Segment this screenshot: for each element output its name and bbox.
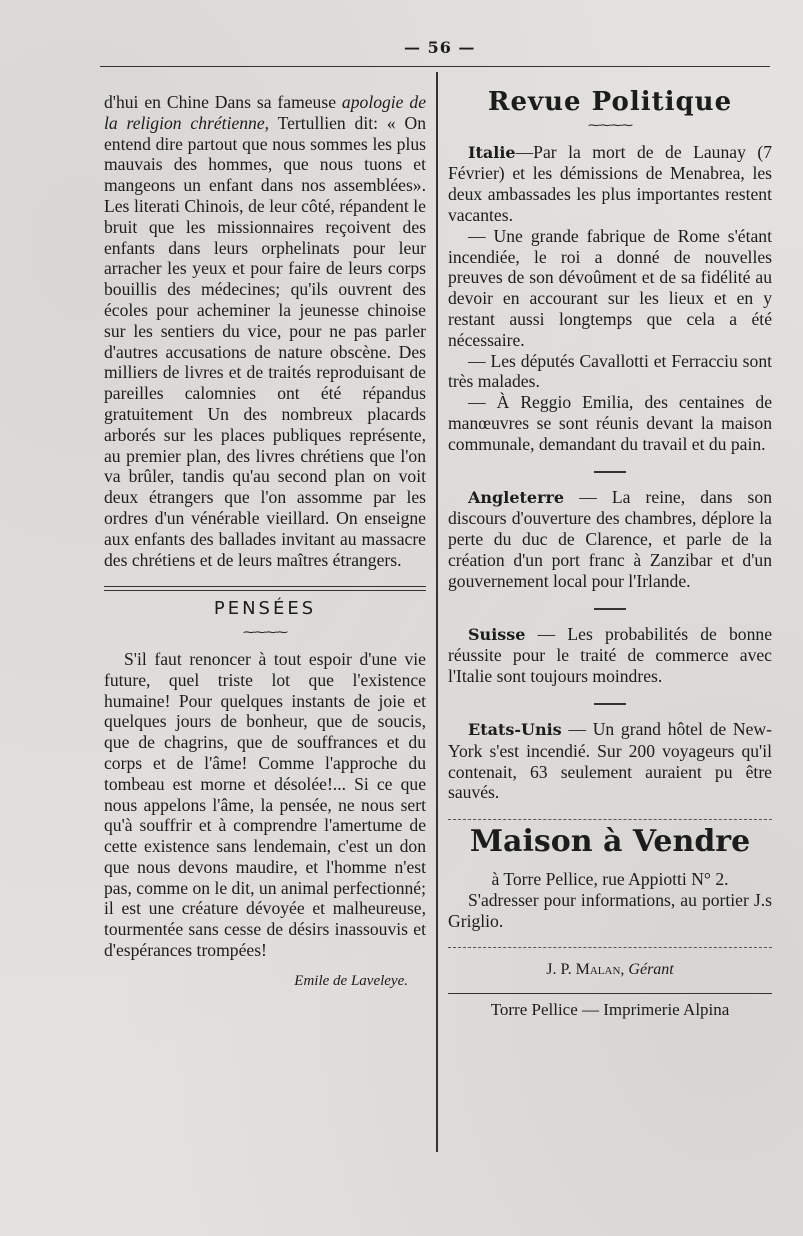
suisse-news <box>448 624 772 687</box>
pensees-heading: PENSÉES <box>213 598 317 620</box>
italie-news <box>448 142 772 226</box>
wavy-rule <box>448 819 772 820</box>
news-text: —Par la mort de de Launay (7 Février) et les démissions de Menabrea, les deux ambassades les plus importantes restent vacantes. <box>448 141 772 225</box>
maison-a-vendre-heading: Maison à Vendre <box>469 824 751 860</box>
top-rule <box>100 66 770 67</box>
short-rule <box>594 471 626 473</box>
paragraph-text-cont: Tertullien dit: « On entend dire partout que nous sommes les plus mauvais des hommes, que nous tuons et mangeons un enfant dans nos assemblées». Les literati Chinois, de leur côté, répandent le bruit que les missionnaires reçoivent des enfants dans leurs orphelinats pour leur arracher les yeux et pour faire de leurs corps bouillis des médecines; qu'ils ouvrent des écoles pour acheminer la jeunesse chinoise sur les sentiers du vice, pour ne pas parler d'autres accusations de nature obscène. Des milliers de livres et de traités reproduisant de pareilles calomnies ont été répandus gratuitement Un des nombreux placards arborés sur les places publiques représente, au premier plan, des livres chrétiens que l'on va brûler, tandis qu'au second plan on voit deux étrangers que l'on assomme par les ordres d'un vénérable vieillard. On enseigne aux enfants des ballades invitant au massacre des chrétiens et de leurs maîtres étrangers. <box>104 112 426 570</box>
short-rule <box>594 703 626 705</box>
page-number: — 56 — <box>404 38 476 57</box>
wavy-rule <box>448 947 772 948</box>
news-text: — Les probabilités de bonne réussite pour le traité de commerce avec l'Italie sont toujours moindres. <box>448 623 772 687</box>
maison-contact: S'adresser pour informations, au portier J.s Griglio. <box>448 889 772 931</box>
italie-news-2: — Une grande fabrique de Rome s'étant incendiée, le roi a donné de nouvelles preuves de son dévoûment et de sa fidélité au devoir en accourant sur les lieux et en y restant aussi longtemps que cela a été nécessaire. <box>448 225 772 350</box>
short-rule <box>594 608 626 610</box>
angleterre-news <box>448 487 772 592</box>
gerant-name: J. P. Malan, <box>546 961 625 979</box>
ornament-divider: ⁓⁓⁓⁓ <box>588 117 632 132</box>
paragraph-italic-text: apologie de la religion chrétienne, <box>104 92 426 133</box>
news-text: — Un grand hôtel de New-York s'est incendié. Sur 200 voyageurs qu'il contenait, 63 seulement auraient pu être sauvés. <box>448 718 772 803</box>
gerant-title: Gérant <box>628 961 674 979</box>
section-double-rule <box>104 586 426 591</box>
country-label-suisse: Suisse <box>468 624 526 644</box>
signature: Emile de Laveleye. <box>294 972 408 989</box>
gerant-line <box>448 960 772 981</box>
ornament-divider: ⁓⁓⁓⁓ <box>243 625 287 640</box>
country-label-etats-unis: Etats-Unis <box>468 719 562 739</box>
italie-news-3: — Les députés Cavallotti et Ferracciu sont très malades. <box>448 350 772 392</box>
left-column <box>104 92 426 992</box>
imprimerie-line: Torre Pellice — Imprimerie Alpina <box>490 1000 730 1020</box>
chine-paragraph <box>104 92 426 570</box>
pensees-text: S'il faut renoncer à tout espoir d'une vie future, quel triste lot que l'existence humaine! Pour quelques instants de joie et quelques jours de bonheur, que de soucis, que de chagrins, que de souffrances et du corps et de l'âme! Comme l'approche du tombeau est morne et désolée!... Si ce que nous appelons l'âme, la pensée, ne nous sert qu'à souffrir et à comprendre l'amertume de cette existence sans lendemain, c'est un don que nous devons maudire, et l'homme n'est pas, comme on le dit, un animal perfectionné; il est une créature dévoyée et malheureuse, tourmentée sans cesse de désirs inassouvis et d'espérances trompées! <box>104 648 426 961</box>
italie-news-4: — À Reggio Emilia, des centaines de manœuvres se sont réunis devant la maison communale, demandant du travail et du pain. <box>448 392 772 454</box>
etats-unis-news <box>448 719 772 803</box>
right-column <box>448 87 772 1021</box>
paragraph-text: d'hui en Chine Dans sa fameuse <box>104 92 342 112</box>
revue-politique-heading: Revue Politique <box>487 87 733 117</box>
news-text: — La reine, dans son discours d'ouverture des chambres, déplore la perte du duc de Clarence, et parle de la création d'un port franc à Zanzibar et d'un gouvernement local pour l'Irlande. <box>448 486 772 591</box>
bottom-rule <box>448 993 772 994</box>
maison-address: à Torre Pellice, rue Appiotti N° 2. <box>491 868 729 889</box>
country-label-italie: Italie <box>468 142 516 162</box>
country-label-angleterre: Angleterre <box>468 487 565 507</box>
column-divider <box>436 72 438 1152</box>
